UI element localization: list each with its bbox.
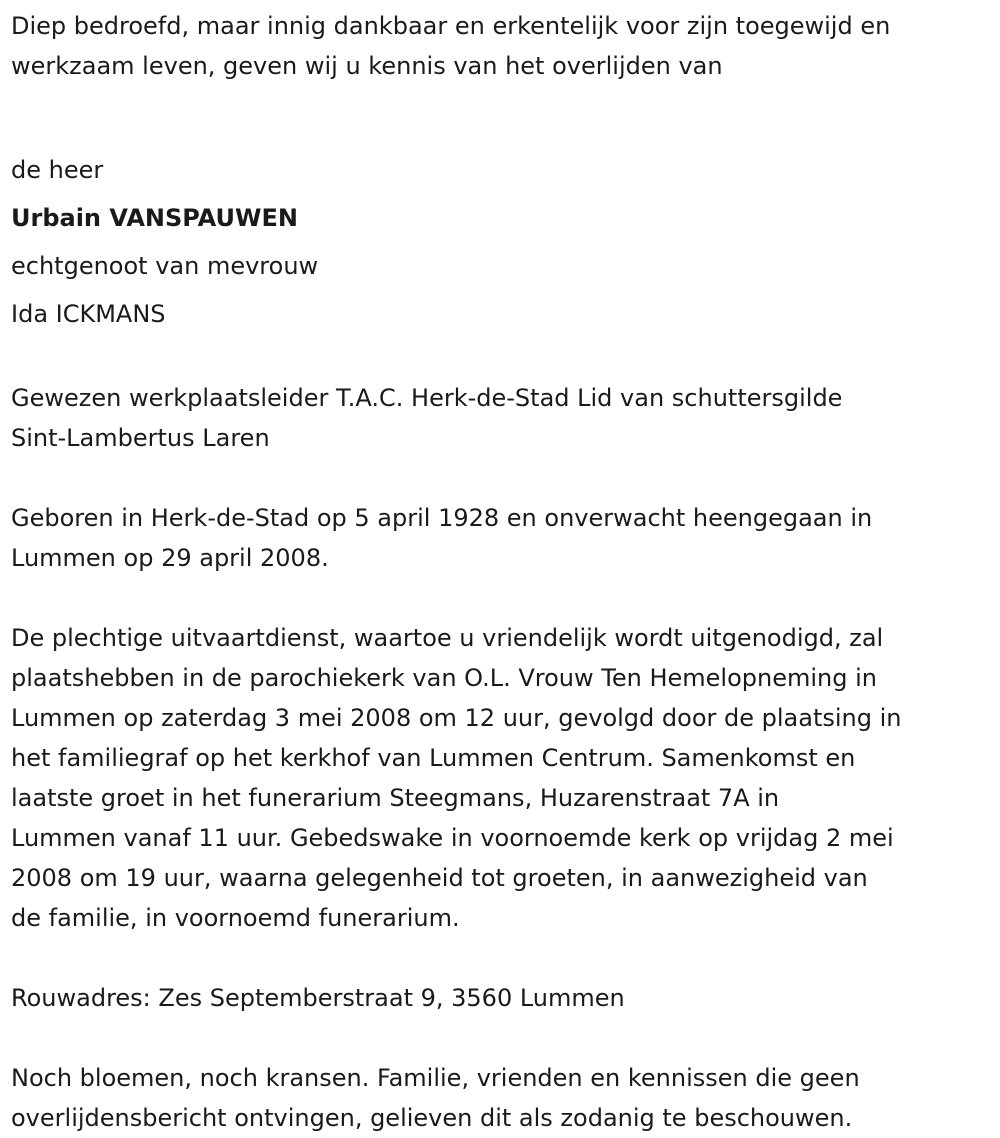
deceased-name: Urbain VANSPAUWEN [11,204,298,232]
obituary-document [11,6,996,1138]
closing-line: overlijdensbericht ontvingen, gelieven dit als zodanig te beschouwen. [11,1104,853,1132]
occupation-line: Gewezen werkplaatsleider T.A.C. Herk-de-Stad Lid van schuttersgilde [11,384,843,412]
occupation-line: Sint-Lambertus Laren [11,424,270,452]
salutation: de heer [11,156,104,184]
deceased-block [11,146,996,338]
closing-line: Noch bloemen, noch kransen. Familie, vrienden en kennissen die geen [11,1064,860,1092]
intro-paragraph [11,6,996,86]
ceremony-line: het familiegraf op het kerkhof van Lummen Centrum. Samenkomst en [11,744,856,772]
birth-death-line: Lummen op 29 april 2008. [11,544,329,572]
mourning-address: Rouwadres: Zes Septemberstraat 9, 3560 Lummen [11,984,625,1012]
ceremony-line: plaatshebben in de parochiekerk van O.L. Vrouw Ten Hemelopneming in [11,664,877,692]
intro-line: werkzaam leven, geven wij u kennis van het overlijden van [11,52,723,80]
ceremony-line: De plechtige uitvaartdienst, waartoe u vriendelijk wordt uitgenodigd, zal [11,624,884,652]
address-paragraph [11,978,996,1018]
intro-line: Diep bedroefd, maar innig dankbaar en erkentelijk voor zijn toegewijd en [11,12,891,40]
relation-text: echtgenoot van mevrouw [11,252,319,280]
closing-paragraph [11,1058,996,1138]
ceremony-line: Lummen vanaf 11 uur. Gebedswake in voornoemde kerk op vrijdag 2 mei [11,824,894,852]
ceremony-line: 2008 om 19 uur, waarna gelegenheid tot groeten, in aanwezigheid van [11,864,868,892]
ceremony-line: Lummen op zaterdag 3 mei 2008 om 12 uur, gevolgd door de plaatsing in [11,704,902,732]
spouse-name: Ida ICKMANS [11,300,166,328]
ceremony-line: de familie, in voornoemd funerarium. [11,904,460,932]
ceremony-line: laatste groet in het funerarium Steegmans, Huzarenstraat 7A in [11,784,780,812]
birth-death-line: Geboren in Herk-de-Stad op 5 april 1928 en onverwacht heengegaan in [11,504,873,532]
birth-death-paragraph [11,498,996,578]
occupation-paragraph [11,378,996,458]
ceremony-paragraph [11,618,996,938]
